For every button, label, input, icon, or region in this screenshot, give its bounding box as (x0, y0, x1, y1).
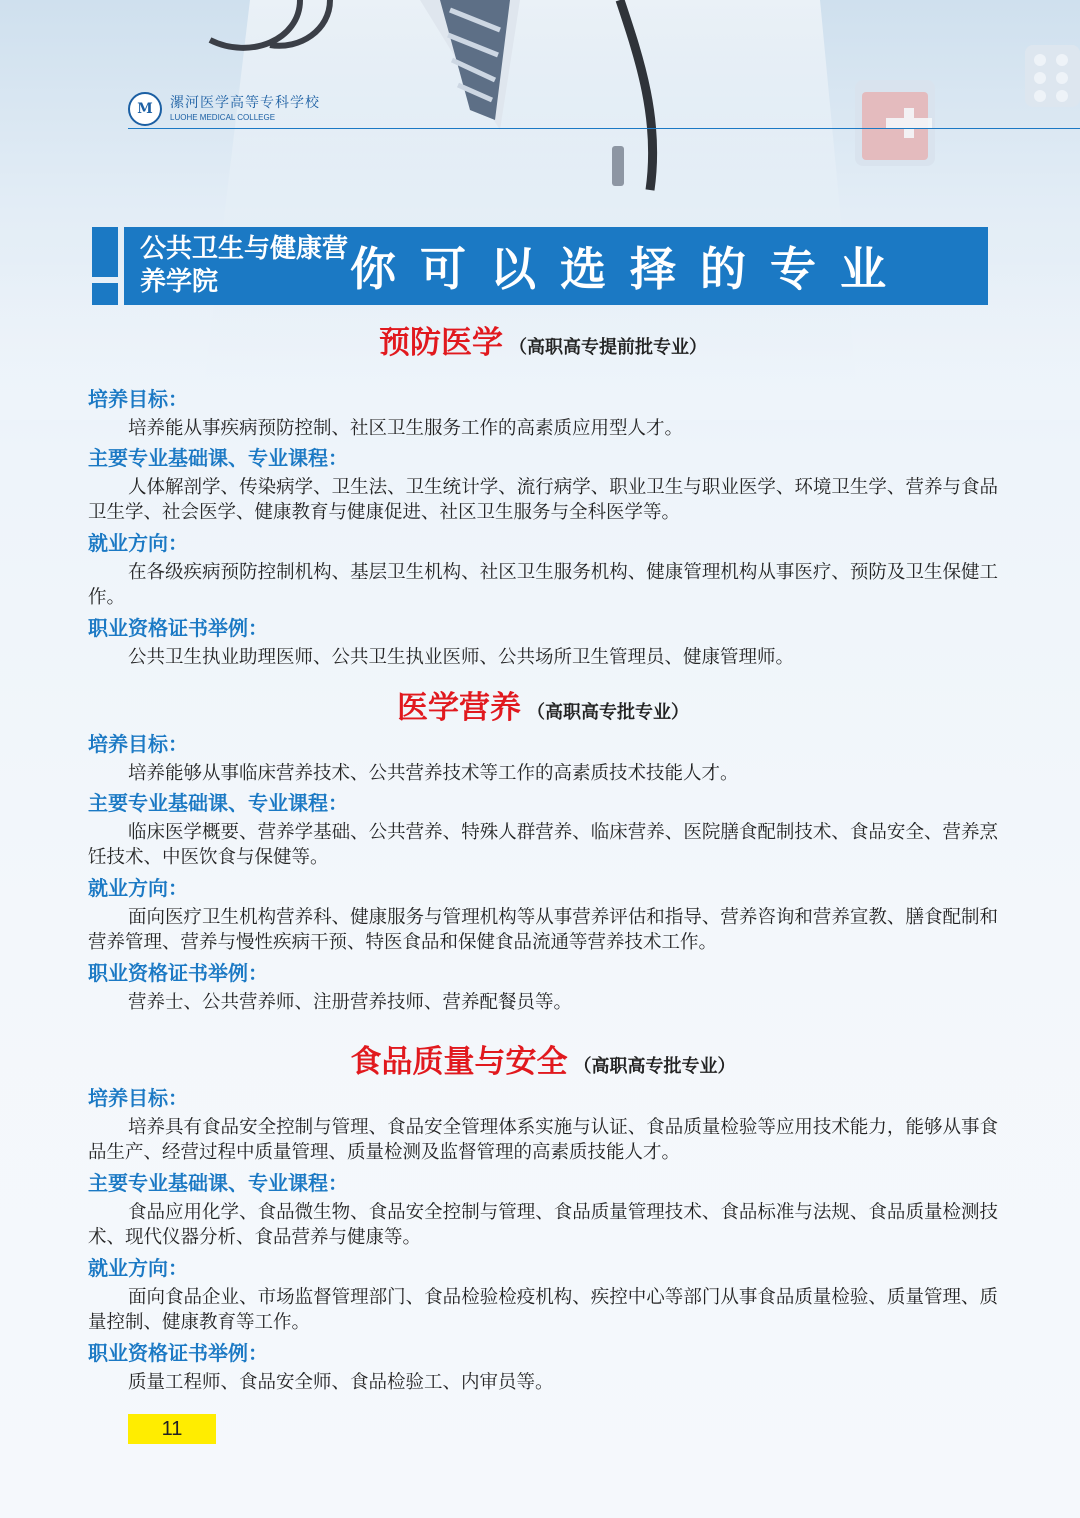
major-note: （高职高专提前批专业） (509, 337, 707, 358)
header-divider (128, 128, 1080, 129)
goal-text: 培养具有食品安全控制与管理、食品安全管理体系实施与认证、食品质量检验等应用技术能力，能够从事食品生产、经营过程中质量管理、质量检测及监督管理的高素质技能人才。 (88, 1117, 998, 1163)
college-emblem-icon: M (128, 92, 162, 126)
courses-text: 人体解剖学、传染病学、卫生法、卫生统计学、流行病学、职业卫生与职业医学、环境卫生学、营养与食品卫生学、社会医学、健康教育与健康促进、社区卫生服务与全科医学等。 (88, 477, 998, 523)
career-label: 就业方向： (88, 876, 188, 900)
major-title (88, 323, 998, 363)
career-text: 面向医疗卫生机构营养科、健康服务与管理机构等从事营养评估和指导、营养咨询和营养宣教、膳食配制和营养管理、营养与慢性疾病干预、特医食品和保健食品流通等营养技术工作。 (88, 907, 998, 953)
major-section (88, 323, 998, 673)
section-banner (124, 227, 988, 305)
major-section (88, 688, 998, 1018)
goal-label: 培养目标： (88, 387, 188, 411)
goal-label: 培养目标： (88, 1086, 188, 1110)
cert-label: 职业资格证书举例： (88, 616, 268, 640)
major-section (88, 1042, 998, 1398)
goal-text: 培养能够从事临床营养技术、公共营养技术等工作的高素质技术技能人才。 (128, 763, 739, 784)
banner-college-name: 公共卫生与健康营养学院 (140, 234, 349, 297)
cert-label: 职业资格证书举例： (88, 1341, 268, 1365)
cert-text: 质量工程师、食品安全师、食品检验工、内审员等。 (128, 1372, 554, 1393)
major-note: （高职高专批专业） (573, 1056, 736, 1077)
career-text: 面向食品企业、市场监督管理部门、食品检验检疫机构、疾控中心等部门从事食品质量检验、质量管理、质量控制、健康教育等工作。 (88, 1287, 998, 1333)
major-name: 食品质量与安全 (350, 1044, 568, 1080)
major-note: （高职高专批专业） (527, 702, 689, 723)
goal-text: 培养能从事疾病预防控制、社区卫生服务工作的高素质应用型人才。 (128, 418, 684, 439)
goal-label: 培养目标： (88, 732, 188, 756)
courses-text: 食品应用化学、食品微生物、食品安全控制与管理、食品质量管理技术、食品标准与法规、食品质量检测技术、现代仪器分析、食品营养与健康等。 (88, 1202, 998, 1248)
banner-title: 你可以选择的专业 (350, 242, 910, 296)
courses-label: 主要专业基础课、专业课程： (88, 446, 348, 470)
major-name: 预防医学 (379, 325, 503, 361)
career-label: 就业方向： (88, 531, 188, 555)
cert-text: 营养士、公共营养师、注册营养技师、营养配餐员等。 (128, 992, 573, 1013)
career-label: 就业方向： (88, 1256, 188, 1280)
cert-label: 职业资格证书举例： (88, 961, 268, 985)
major-title (88, 1042, 998, 1082)
courses-label: 主要专业基础课、专业课程： (88, 1171, 348, 1195)
college-name-cn: 漯河医学高等专科学校 (170, 95, 320, 111)
major-title (88, 688, 998, 728)
courses-text: 临床医学概要、营养学基础、公共营养、特殊人群营养、临床营养、医院膳食配制技术、食品安全、营养烹饪技术、中医饮食与保健等。 (88, 822, 998, 868)
college-logo (128, 92, 320, 126)
major-name: 医学营养 (397, 690, 521, 726)
cert-text: 公共卫生执业助理医师、公共卫生执业医师、公共场所卫生管理员、健康管理师。 (128, 647, 795, 668)
career-text: 在各级疾病预防控制机构、基层卫生机构、社区卫生服务机构、健康管理机构从事医疗、预防及卫生保健工作。 (88, 562, 998, 608)
page-number: 11 (128, 1414, 216, 1444)
courses-label: 主要专业基础课、专业课程： (88, 791, 348, 815)
banner-accent-bars (92, 227, 118, 305)
college-name-en: LUOHE MEDICAL COLLEGE (170, 113, 276, 122)
